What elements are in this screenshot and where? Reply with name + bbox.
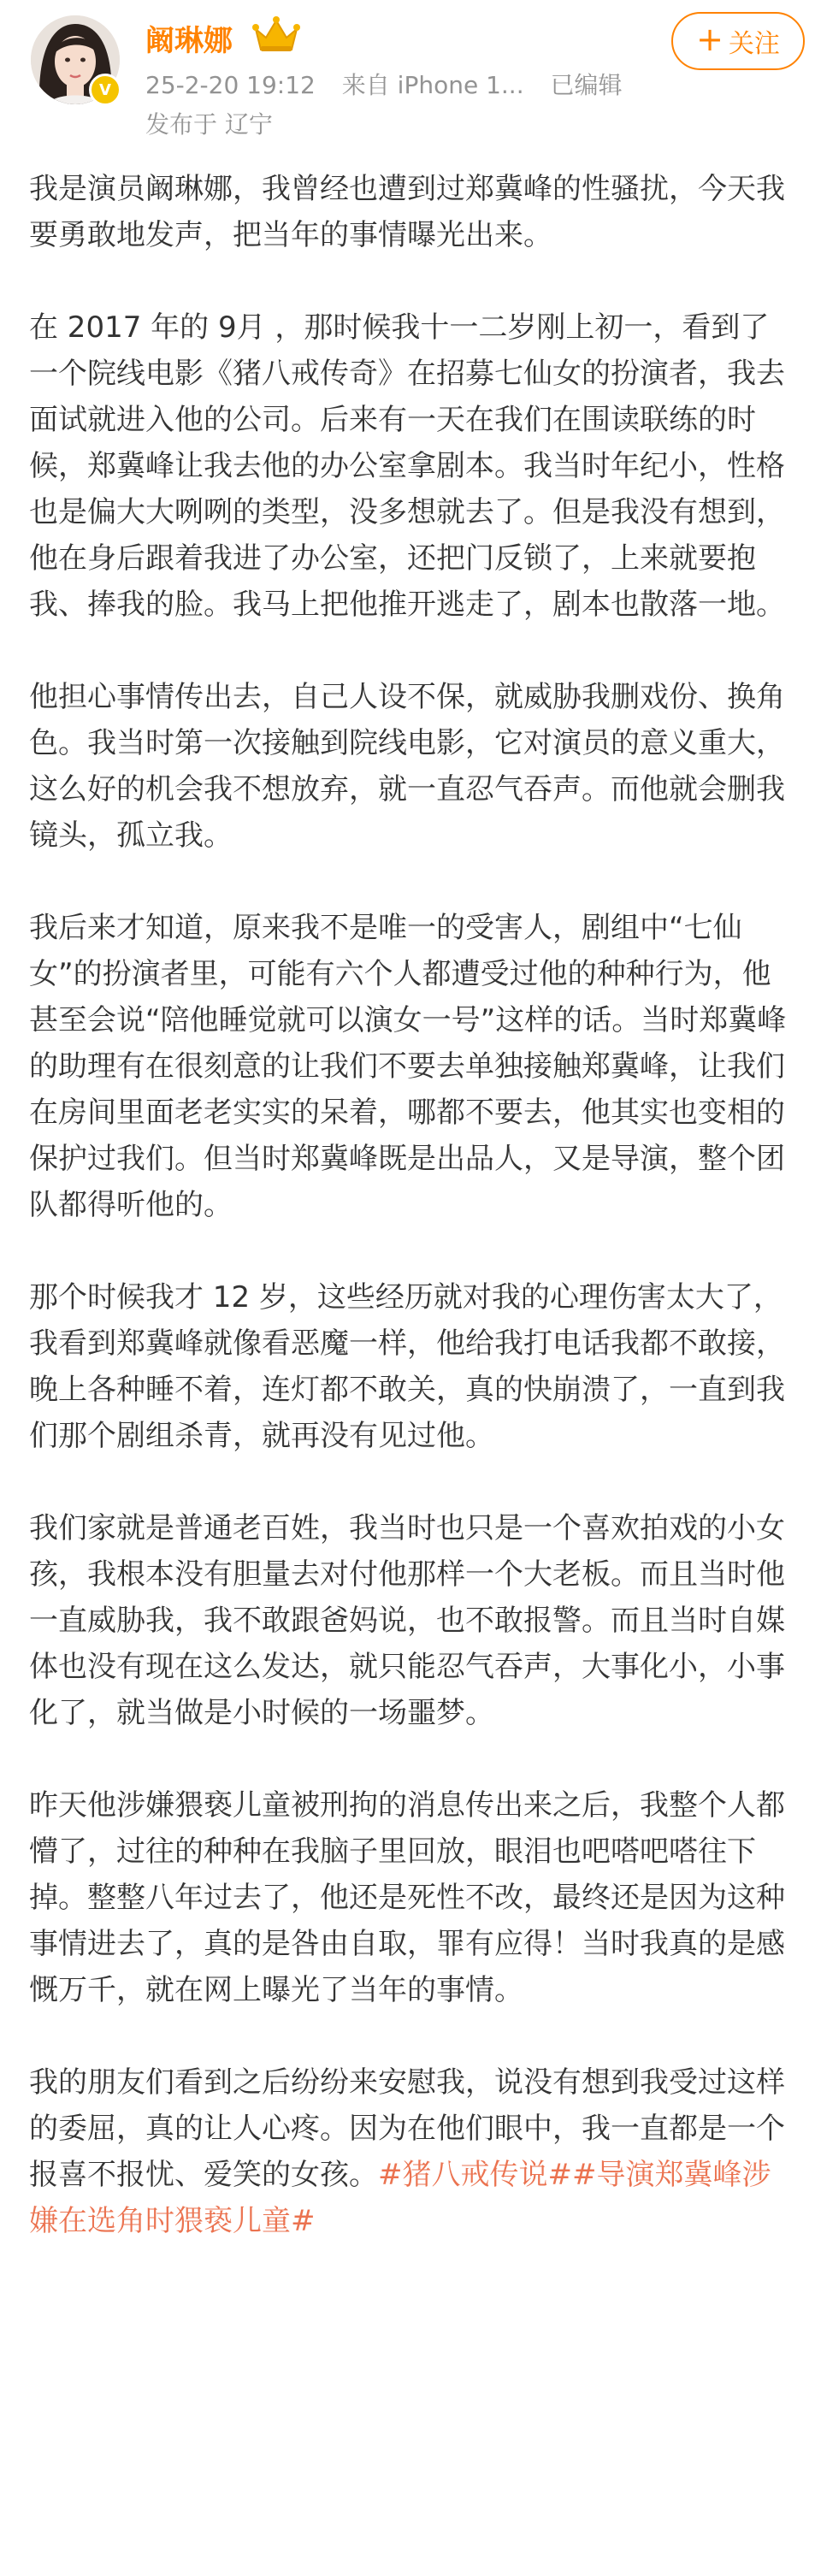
- post-header: [0, 0, 821, 141]
- post-body: [29, 166, 794, 2244]
- post-time: 25-2-20 19:12: [145, 71, 316, 99]
- topic-link[interactable]: #猪八戒传说#: [378, 2158, 572, 2192]
- author-name[interactable]: 阚琳娜: [145, 24, 233, 58]
- follow-label: 关注: [728, 29, 780, 59]
- paragraph: 在 2017 年的 9月 ，那时候我十一二岁刚上初一，看到了一个院线电影《猪八戒传奇》在招募七仙女的扮演者，我去面试就进入他的公司。后来有一天在我们在围读联练的时候，郑冀峰让我去他的办公室拿剧本。我当时年纪小，性格也是偏大大咧咧的类型，没多想就去了。但是我没有想到，他在身后跟着我进了办公室，还把门反锁了，上来就要抱我、捧我的脸。我马上把他推开逃走了，剧本也散落一地。: [29, 310, 785, 622]
- topic-link[interactable]: #导演郑冀峰涉嫌在选角时猥亵儿童#: [29, 2158, 771, 2238]
- verified-badge-icon: V: [89, 74, 121, 106]
- paragraph: 我是演员阚琳娜，我曾经也遭到过郑冀峰的性骚扰，今天我要勇敢地发声，把当年的事情曝光出来。: [29, 172, 785, 252]
- paragraph: 我后来才知道，原来我不是唯一的受害人，剧组中“七仙女”的扮演者里，可能有六个人都遭受过他的种种行为，他甚至会说“陪他睡觉就可以演女一号”这样的话。当时郑冀峰的助理有在很刻意的让我们不要去单独接触郑冀峰，让我们在房间里面老老实实的呆着，哪都不要去，他其实也变相的保护过我们。但当时郑冀峰既是出品人，又是导演，整个团队都得听他的。: [29, 911, 787, 1222]
- paragraph: 那个时候我才 12 岁，这些经历就对我的心理伤害太大了，我看到郑冀峰就像看恶魔一样，他给我打电话我都不敢接，晚上各种睡不着，连灯都不敢关，真的快崩溃了，一直到我们那个剧组杀青，就再没有见过他。: [29, 1280, 785, 1453]
- paragraph-text: 我的朋友们看到之后纷纷来安慰我，说没有想到我受过这样的委屈，真的让人心疼。因为在他们眼中，我一直都是一个报喜不报忧、爱笑的女孩。: [29, 2065, 785, 2192]
- paragraph: 我们家就是普通老百姓，我当时也只是一个喜欢拍戏的小女孩，我根本没有胆量去对付他那样一个大老板。而且当时他一直威胁我，我不敢跟爸妈说，也不敢报警。而且当时自媒体也没有现在这么发达，就只能忍气吞声，大事化小，小事化了，就当做是小时候的一场噩梦。: [29, 1511, 785, 1730]
- post-source: 来自 iPhone 1...: [341, 71, 524, 99]
- post-location: 发布于 辽宁: [145, 110, 273, 139]
- edited-label[interactable]: 已编辑: [550, 71, 623, 99]
- paragraph: 他担心事情传出去，自己人设不保，就威胁我删戏份、换角色。我当时第一次接触到院线电影，它对演员的意义重大，这么好的机会我不想放弃，就一直忍气吞声。而他就会删我镜头，孤立我。: [29, 680, 785, 853]
- plus-icon: +: [696, 21, 724, 58]
- paragraph: 昨天他涉嫌猥亵儿童被刑拘的消息传出来之后，我整个人都懵了，过往的种种在我脑子里回放，眼泪也吧嗒吧嗒往下掉。整整八年过去了，他还是死性不改，最终还是因为这种事情进去了，真的是咎由自取，罪有应得！当时我真的是感慨万千，就在网上曝光了当年的事情。: [29, 1788, 785, 2007]
- post-meta: [145, 67, 641, 101]
- member-crown-icon[interactable]: [252, 15, 300, 55]
- paragraph-last: [29, 2059, 794, 2244]
- follow-button[interactable]: [671, 12, 805, 70]
